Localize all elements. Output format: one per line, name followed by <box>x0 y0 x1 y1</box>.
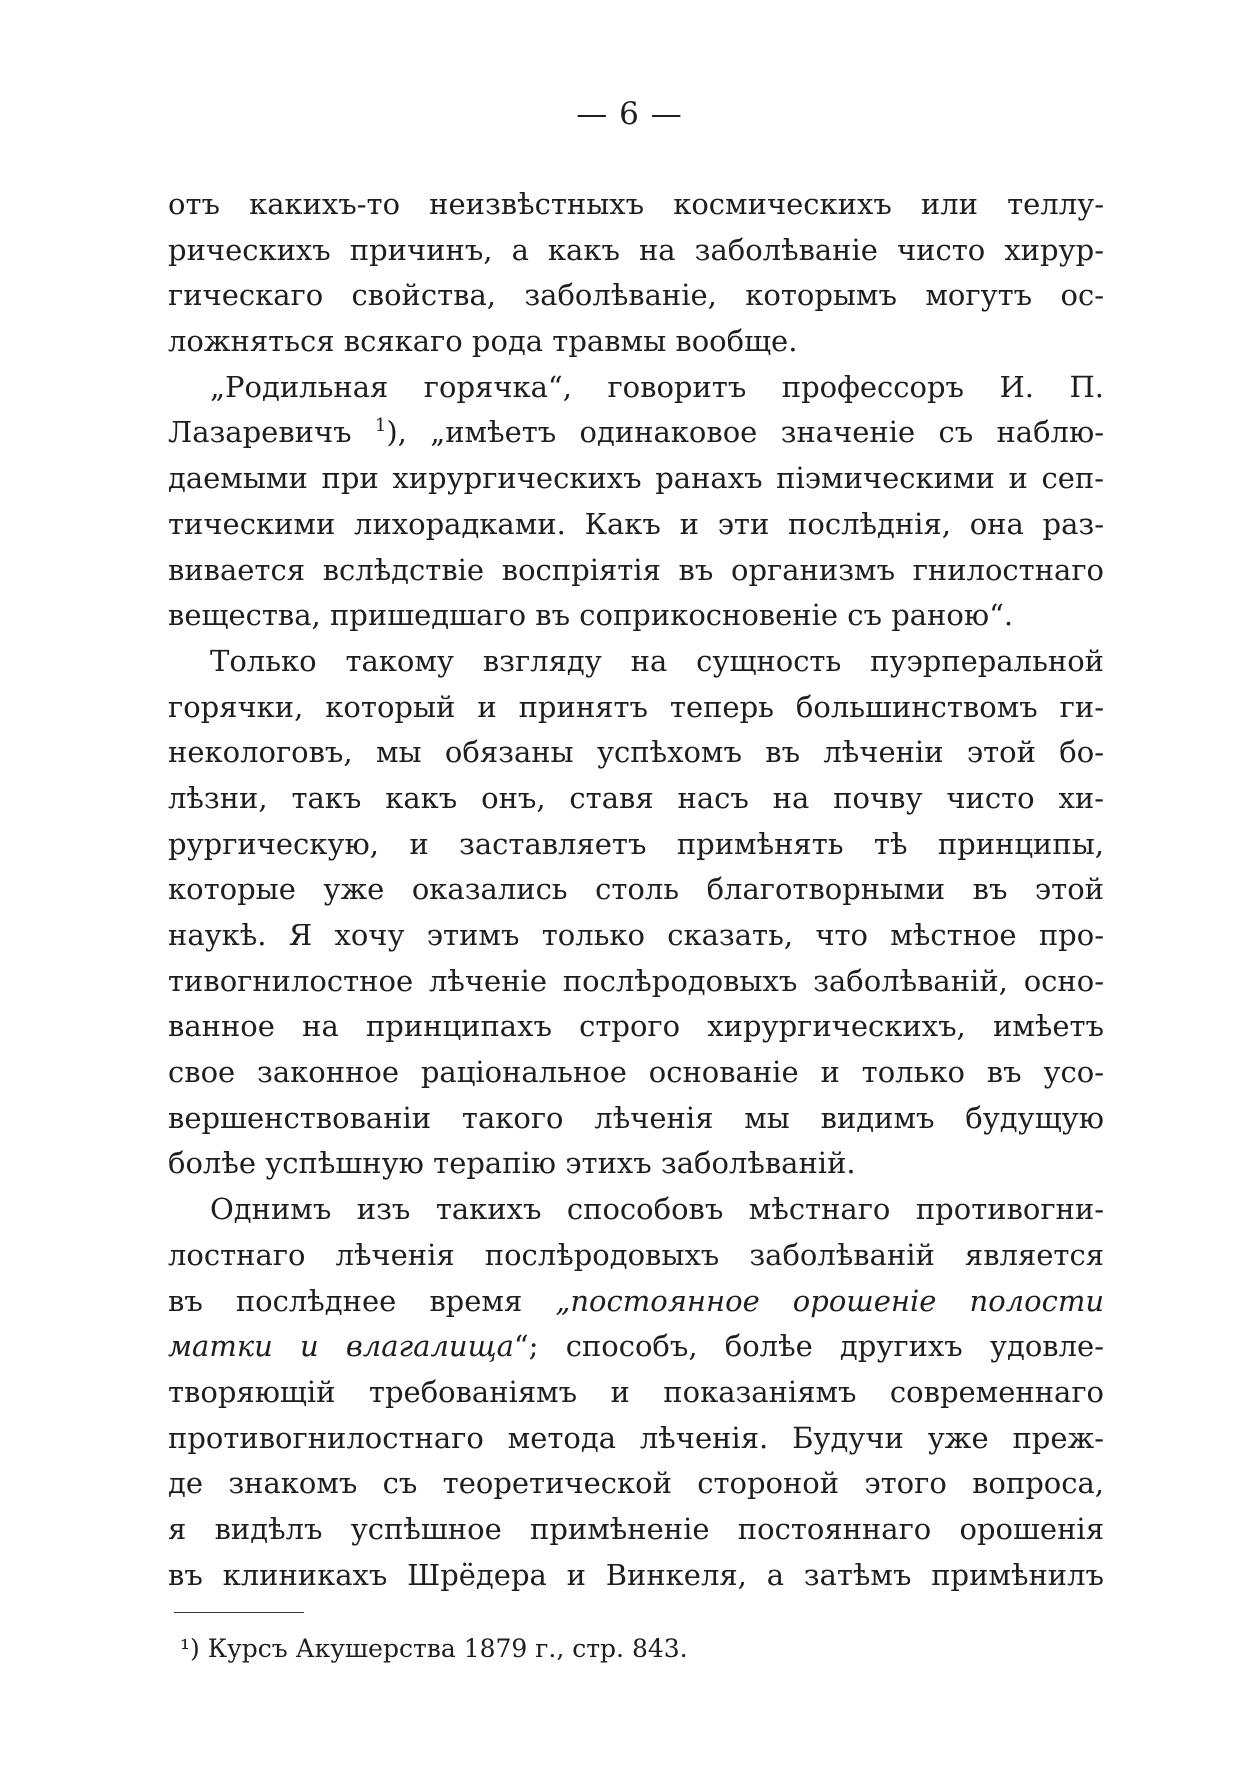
footnote-divider <box>174 1612 304 1613</box>
text-line-with-emphasis <box>168 1279 1104 1325</box>
text-line: въ клиникахъ Шрёдера и Винкеля, а затѣмъ примѣнилъ <box>168 1557 1104 1592</box>
page-number: — 6 — <box>576 96 683 132</box>
footnote <box>180 1634 688 1663</box>
footnote-text: Курсъ Акушерства 1879 г., стр. 843. <box>207 1634 688 1663</box>
text-fragment: Лазаревичъ <box>168 415 352 450</box>
text-line-with-footnote <box>168 410 1104 456</box>
text-line: тическими лихорадками. Какъ и эти послѣднія, она раз- <box>168 506 1104 541</box>
text-line: „Родильная горячка“, говоритъ профессоръ И. П. <box>210 369 1104 404</box>
body-text <box>168 182 1104 1598</box>
text-line: рическихъ причинъ, а какъ на заболѣваніе чисто хирур- <box>168 232 1104 267</box>
text-line-with-emphasis <box>168 1324 1104 1370</box>
footnote-reference: 1 <box>374 415 387 437</box>
text-line: которые уже оказались столь благотворными въ этой <box>168 872 1104 907</box>
text-line: ванное на принципахъ строго хирургическихъ, имѣетъ <box>168 1009 1104 1044</box>
text-line: болѣе успѣшную терапію этихъ заболѣваній. <box>168 1146 856 1181</box>
text-line: я видѣлъ успѣшное примѣненіе постояннаго орошенія <box>168 1511 1104 1546</box>
text-fragment: “; способъ, болѣе другихъ удовле- <box>513 1329 1104 1364</box>
text-line: Однимъ изъ такихъ способовъ мѣстнаго противогни- <box>210 1192 1104 1227</box>
text-line: даемыми при хирургическихъ ранахъ піэмическими и сеп- <box>168 461 1104 496</box>
text-line: вивается вслѣдствіе воспріятія въ организмъ гнилостнаго <box>168 552 1104 587</box>
text-line: свое законное раціональное основаніе и только въ усо- <box>168 1055 1104 1090</box>
text-line: вещества, пришедшаго въ соприкосновеніе съ раною“. <box>168 598 1014 633</box>
text-line: некологовъ, мы обязаны успѣхомъ въ лѣченіи этой бо- <box>168 735 1104 770</box>
text-line: гическаго свойства, заболѣваніе, которымъ могутъ ос- <box>168 278 1104 313</box>
text-line: лостнаго лѣченія послѣродовыхъ заболѣваній является <box>168 1237 1104 1272</box>
text-fragment: въ послѣднее время <box>168 1283 523 1318</box>
text-line: Только такому взгляду на сущность пуэрперальной <box>210 643 1104 678</box>
text-fragment: ), „имѣетъ одинаковое значеніе съ наблю- <box>386 415 1105 450</box>
text-line: ложняться всякаго рода травмы вообще. <box>168 324 798 359</box>
text-line: отъ какихъ-то неизвѣстныхъ космическихъ или теллу- <box>168 187 1104 221</box>
emphasized-text: „постоянное орошеніе полости <box>555 1283 1104 1318</box>
emphasized-text: матки и влагалища <box>168 1329 514 1364</box>
footnote-marker: ¹) <box>180 1634 200 1663</box>
text-line: горячки, который и принятъ теперь большинствомъ ги- <box>168 689 1104 724</box>
text-line: вершенствованіи такого лѣченія мы видимъ будущую <box>168 1100 1104 1135</box>
text-line: наукѣ. Я хочу этимъ только сказать, что мѣстное про- <box>168 918 1104 952</box>
text-line: де знакомъ съ теоретической стороной этого вопроса, <box>168 1466 1104 1501</box>
text-line: лѣзни, такъ какъ онъ, ставя насъ на почву чисто хи- <box>168 780 1104 815</box>
text-line: противогнилостнаго метода лѣченія. Будучи уже преж- <box>168 1420 1104 1455</box>
text-line: творяющій требованіямъ и показаніямъ современнаго <box>168 1374 1104 1409</box>
text-line: рургическую, и заставляетъ примѣнять тѣ принципы, <box>168 826 1104 861</box>
text-line: тивогнилостное лѣченіе послѣродовыхъ заболѣваній, осно- <box>168 963 1104 998</box>
